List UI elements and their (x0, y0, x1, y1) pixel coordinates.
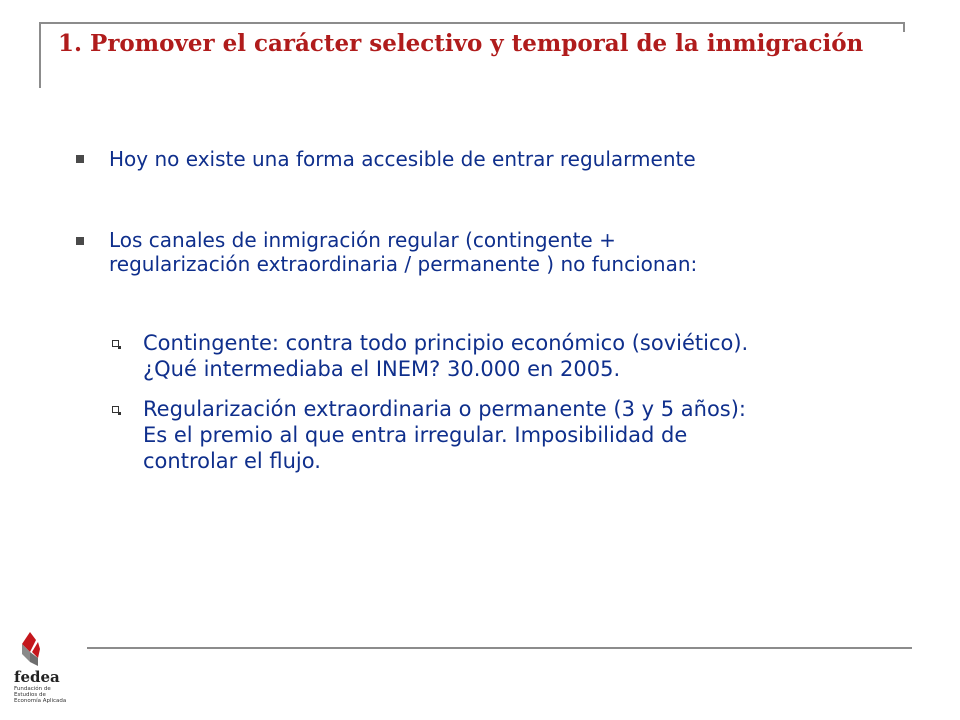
bullet-1-text (109, 147, 909, 171)
sub-bullet-1-text (143, 330, 933, 382)
logo-name: fedea (14, 668, 60, 686)
title-rule-top (39, 22, 905, 24)
sub-bullet-1-line-2: ¿Qué intermediaba el INEM? 30.000 en 2005. (143, 357, 621, 381)
bullet-square-icon (76, 237, 84, 245)
sub-bullet-2-line-2: Es el premio al que entra irregular. Imposibilidad de (143, 423, 688, 447)
logo-subtitle (14, 686, 84, 704)
sub-bullet-box-icon (112, 340, 119, 347)
footer-rule (87, 647, 912, 649)
bullet-1-line-1: Hoy no existe una forma accesible de entrar regularmente (109, 147, 696, 171)
sub-bullet-2-text (143, 396, 933, 474)
slide-title: 1. Promover el carácter selectivo y temporal de la inmigración (58, 30, 864, 57)
bullet-2-text (109, 228, 909, 276)
logo-subtitle-line-1: Fundación de (14, 686, 51, 692)
bullet-square-icon (76, 155, 84, 163)
logo-subtitle-line-3: Economía Aplicada (14, 698, 67, 704)
sub-bullet-box-icon (112, 406, 119, 413)
title-rule-right (903, 22, 905, 32)
title-rule-left (39, 22, 41, 88)
sub-bullet-2-line-1: Regularización extraordinaria o permanente (3 y 5 años): (143, 397, 747, 421)
sub-bullet-1-line-1: Contingente: contra todo principio económico (soviético). (143, 331, 749, 355)
bullet-2-line-2: regularización extraordinaria / permanente ) no funcionan: (109, 252, 698, 276)
sub-bullet-2-line-3: controlar el flujo. (143, 449, 321, 473)
logo-subtitle-line-2: Estudios de (14, 692, 46, 698)
bullet-2-line-1: Los canales de inmigración regular (contingente + (109, 228, 616, 252)
